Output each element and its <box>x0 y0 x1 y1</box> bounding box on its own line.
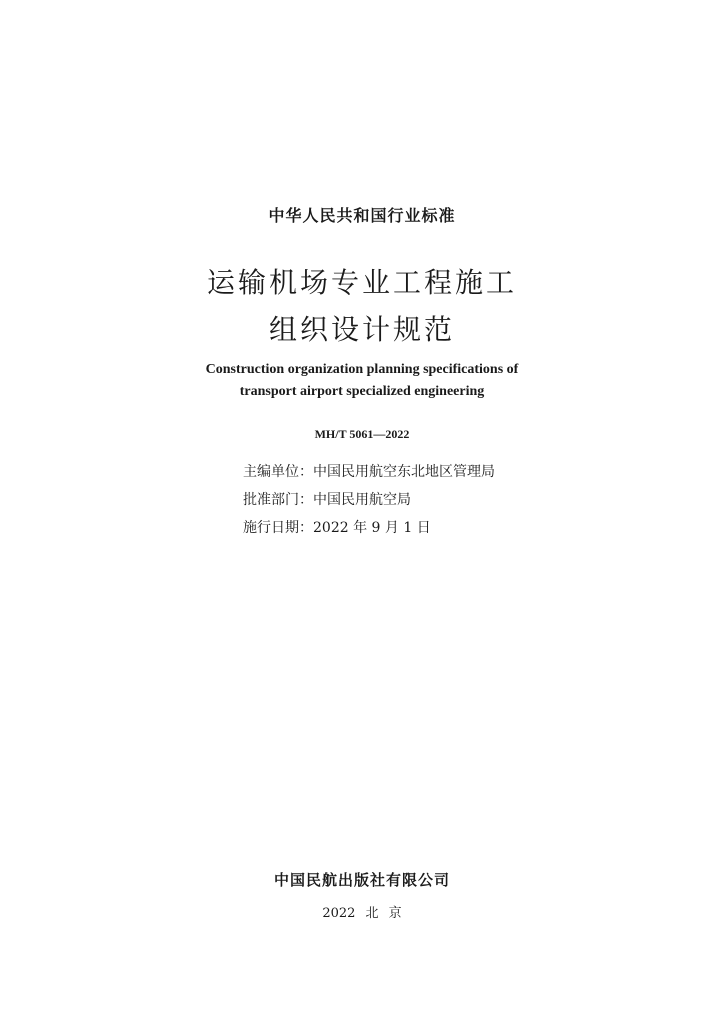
publish-year-place: 2022 北 京 <box>322 906 402 921</box>
standard-code: MH/T 5061—2022 <box>314 427 410 441</box>
info-label: 批准部门： <box>243 492 313 508</box>
info-row-approver <box>243 490 495 518</box>
publisher-name: 中国民航出版社有限公司 <box>273 871 450 889</box>
info-label: 施行日期： <box>243 520 313 536</box>
info-label: 主编单位： <box>243 464 313 480</box>
standard-series-heading: 中华人民共和国行业标准 <box>268 206 456 225</box>
english-title-line-1: Construction organization planning specifications of <box>205 362 519 377</box>
info-value: 中国民用航空东北地区管理局 <box>313 464 495 480</box>
english-title-line-2: transport airport specialized engineering <box>239 384 485 399</box>
info-row-effective-date <box>243 518 495 546</box>
info-value: 2022 年 9 月 1 日 <box>313 520 431 536</box>
info-value: 中国民用航空局 <box>313 492 411 508</box>
info-row-editor <box>243 462 495 490</box>
info-block <box>243 462 495 546</box>
chinese-title-line-1: 运输机场专业工程施工 <box>206 266 517 299</box>
chinese-title-line-2: 组织设计规范 <box>268 313 455 346</box>
